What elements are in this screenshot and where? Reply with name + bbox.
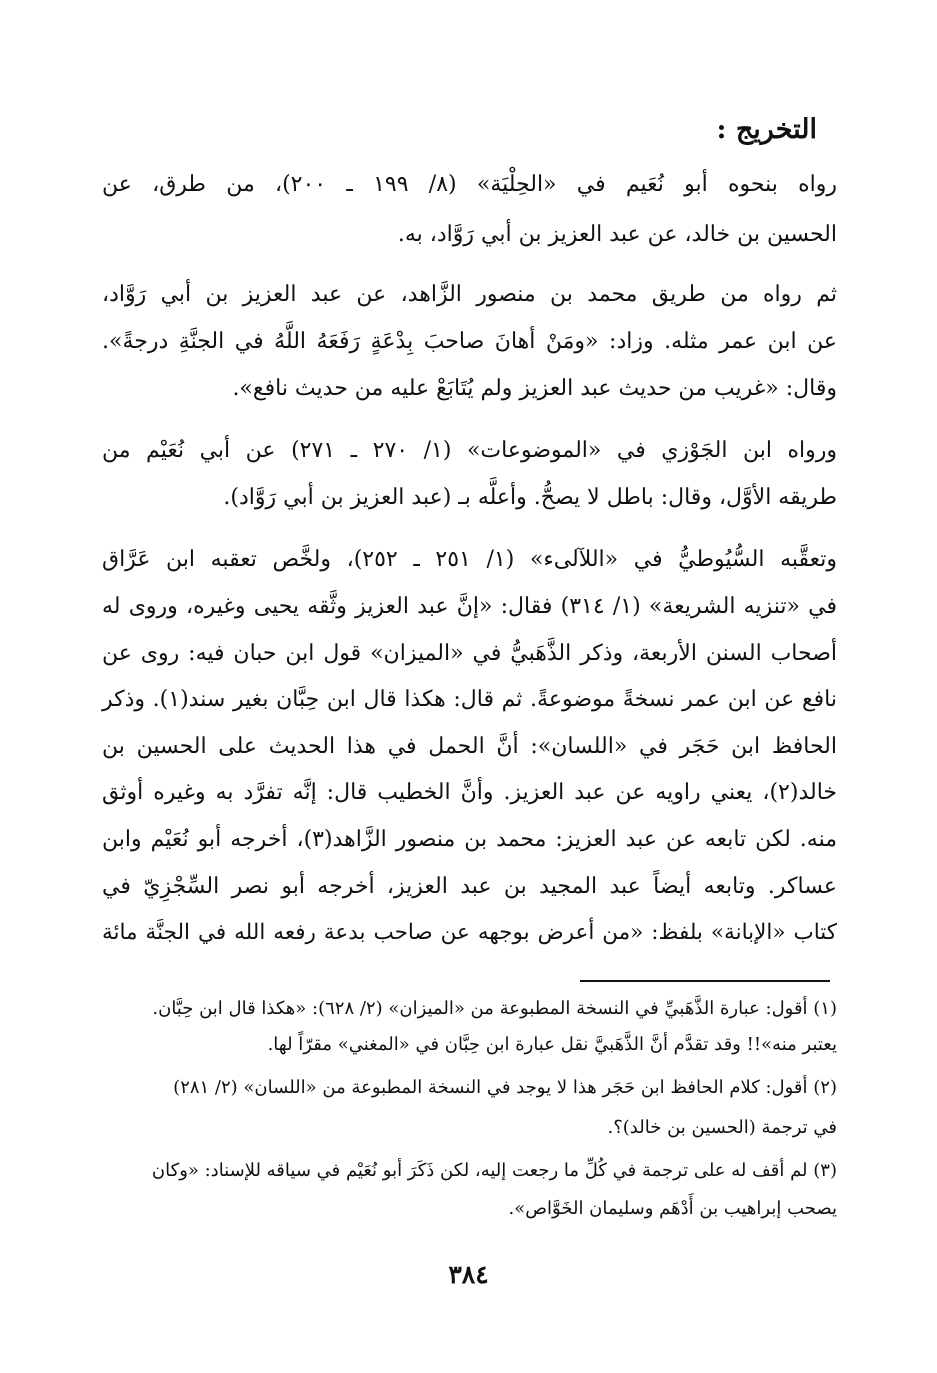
body-line: طريقه الأوَّل، وقال: باطل لا يصحُّ. وأعلَّه بـ (عبد العزيز بن أبي رَوَّاد). (223, 485, 837, 510)
footnote-line: يعتبر منه»!! وقد تقدَّم أنَّ الذَّهَبيَّ نقل عبارة ابن حِبَّان في «المغني» مقرّاً لها. (267, 1034, 837, 1055)
body-line: منه. لكن تابعه عن عبد العزيز: محمد بن منصور الزَّاهد(٣)، أخرجه أبو نُعَيْم وابن (102, 827, 837, 852)
footnote-line: يصحب إبراهيب بن أَدْهَم وسليمان الخَوَّاص». (508, 1198, 837, 1219)
page-number: ٣٨٤ (448, 1260, 489, 1289)
body-line: عن ابن عمر مثله. وزاد: «ومَنْ أهانَ صاحبَ بِدْعَةٍ رَفَعَهُ اللَّهُ في الجنَّةِ درجةً». (102, 329, 837, 354)
body-line: نافع عن ابن عمر نسخةً موضوعةً. ثم قال: هكذا قال ابن حِبَّان بغير سند(١). وذكر (102, 687, 838, 712)
body-line: عساكر. وتابعه أيضاً عبد المجيد بن عبد العزيز، أخرجه أبو نصر السِّجْزِيّ في (102, 874, 837, 899)
body-line: الحسين بن خالد، عن عبد العزيز بن أبي رَوَّاد، به. (397, 222, 837, 247)
body-line: وتعقَّبه السُّيُوطيُّ في «اللآلىء» (١/ ٢٥١ ـ ٢٥٢)، ولخَّص تعقبه ابن عَرَّاق (102, 547, 838, 572)
body-line: كتاب «الإبانة» بلفظ: «من أعرض بوجهه عن صاحب بدعة رفعه الله في الجنَّة مائة (102, 920, 837, 945)
body-line: خالد(٢)، يعني راويه عن عبد العزيز. وأنَّ الخطيب قال: إنَّه تفرَّد به وغيره أوثق (102, 780, 837, 805)
body-line: رواه بنحوه أبو نُعَيم في «الحِلْيَة» (٨/ ١٩٩ ـ ٢٠٠)، من طرق، عن (102, 172, 837, 197)
body-line: ورواه ابن الجَوْزي في «الموضوعات» (١/ ٢٧٠ ـ ٢٧١) عن أبي نُعَيْم من (102, 438, 838, 463)
footnote-line: في ترجمة (الحسين بن خالد)؟. (607, 1117, 837, 1138)
body-line: في «تنزيه الشريعة» (١/ ٣١٤) فقال: «إنَّ عبد العزيز وثَّقه يحيى وغيره، وروى له (102, 594, 838, 619)
body-line: الحافظ ابن حَجَر في «اللسان»: أنَّ الحمل في هذا الحديث على الحسين بن (102, 734, 837, 759)
section-heading: التخريج : (716, 114, 817, 145)
footnote-line: (٢) أقول: كلام الحافظ ابن حَجَر هذا لا يوجد في النسخة المطبوعة من «اللسان» (٢/ ٢٨١) (173, 1077, 837, 1098)
body-line: ثم رواه من طريق محمد بن منصور الزَّاهد، عن عبد العزيز بن أبي رَوَّاد، (102, 282, 837, 307)
footnote-separator (580, 980, 830, 982)
body-line: أصحاب السنن الأربعة، وذكر الذَّهَبيُّ في «الميزان» قول ابن حبان فيه: روى عن (102, 641, 837, 666)
footnote-line: (١) أقول: عبارة الذَّهَبيِّ في النسخة المطبوعة من «الميزان» (٢/ ٦٢٨): «هكذا قال ابن حِبَّان. (152, 998, 837, 1019)
body-line: وقال: «غريب من حديث عبد العزيز ولم يُتَابَعْ عليه من حديث نافع». (232, 376, 837, 401)
footnote-line: (٣) لم أقف له على ترجمة في كُلِّ ما رجعت إليه، لكن ذَكَرَ أبو نُعَيْم في سياقه للإسناد: «وكان (151, 1160, 837, 1181)
